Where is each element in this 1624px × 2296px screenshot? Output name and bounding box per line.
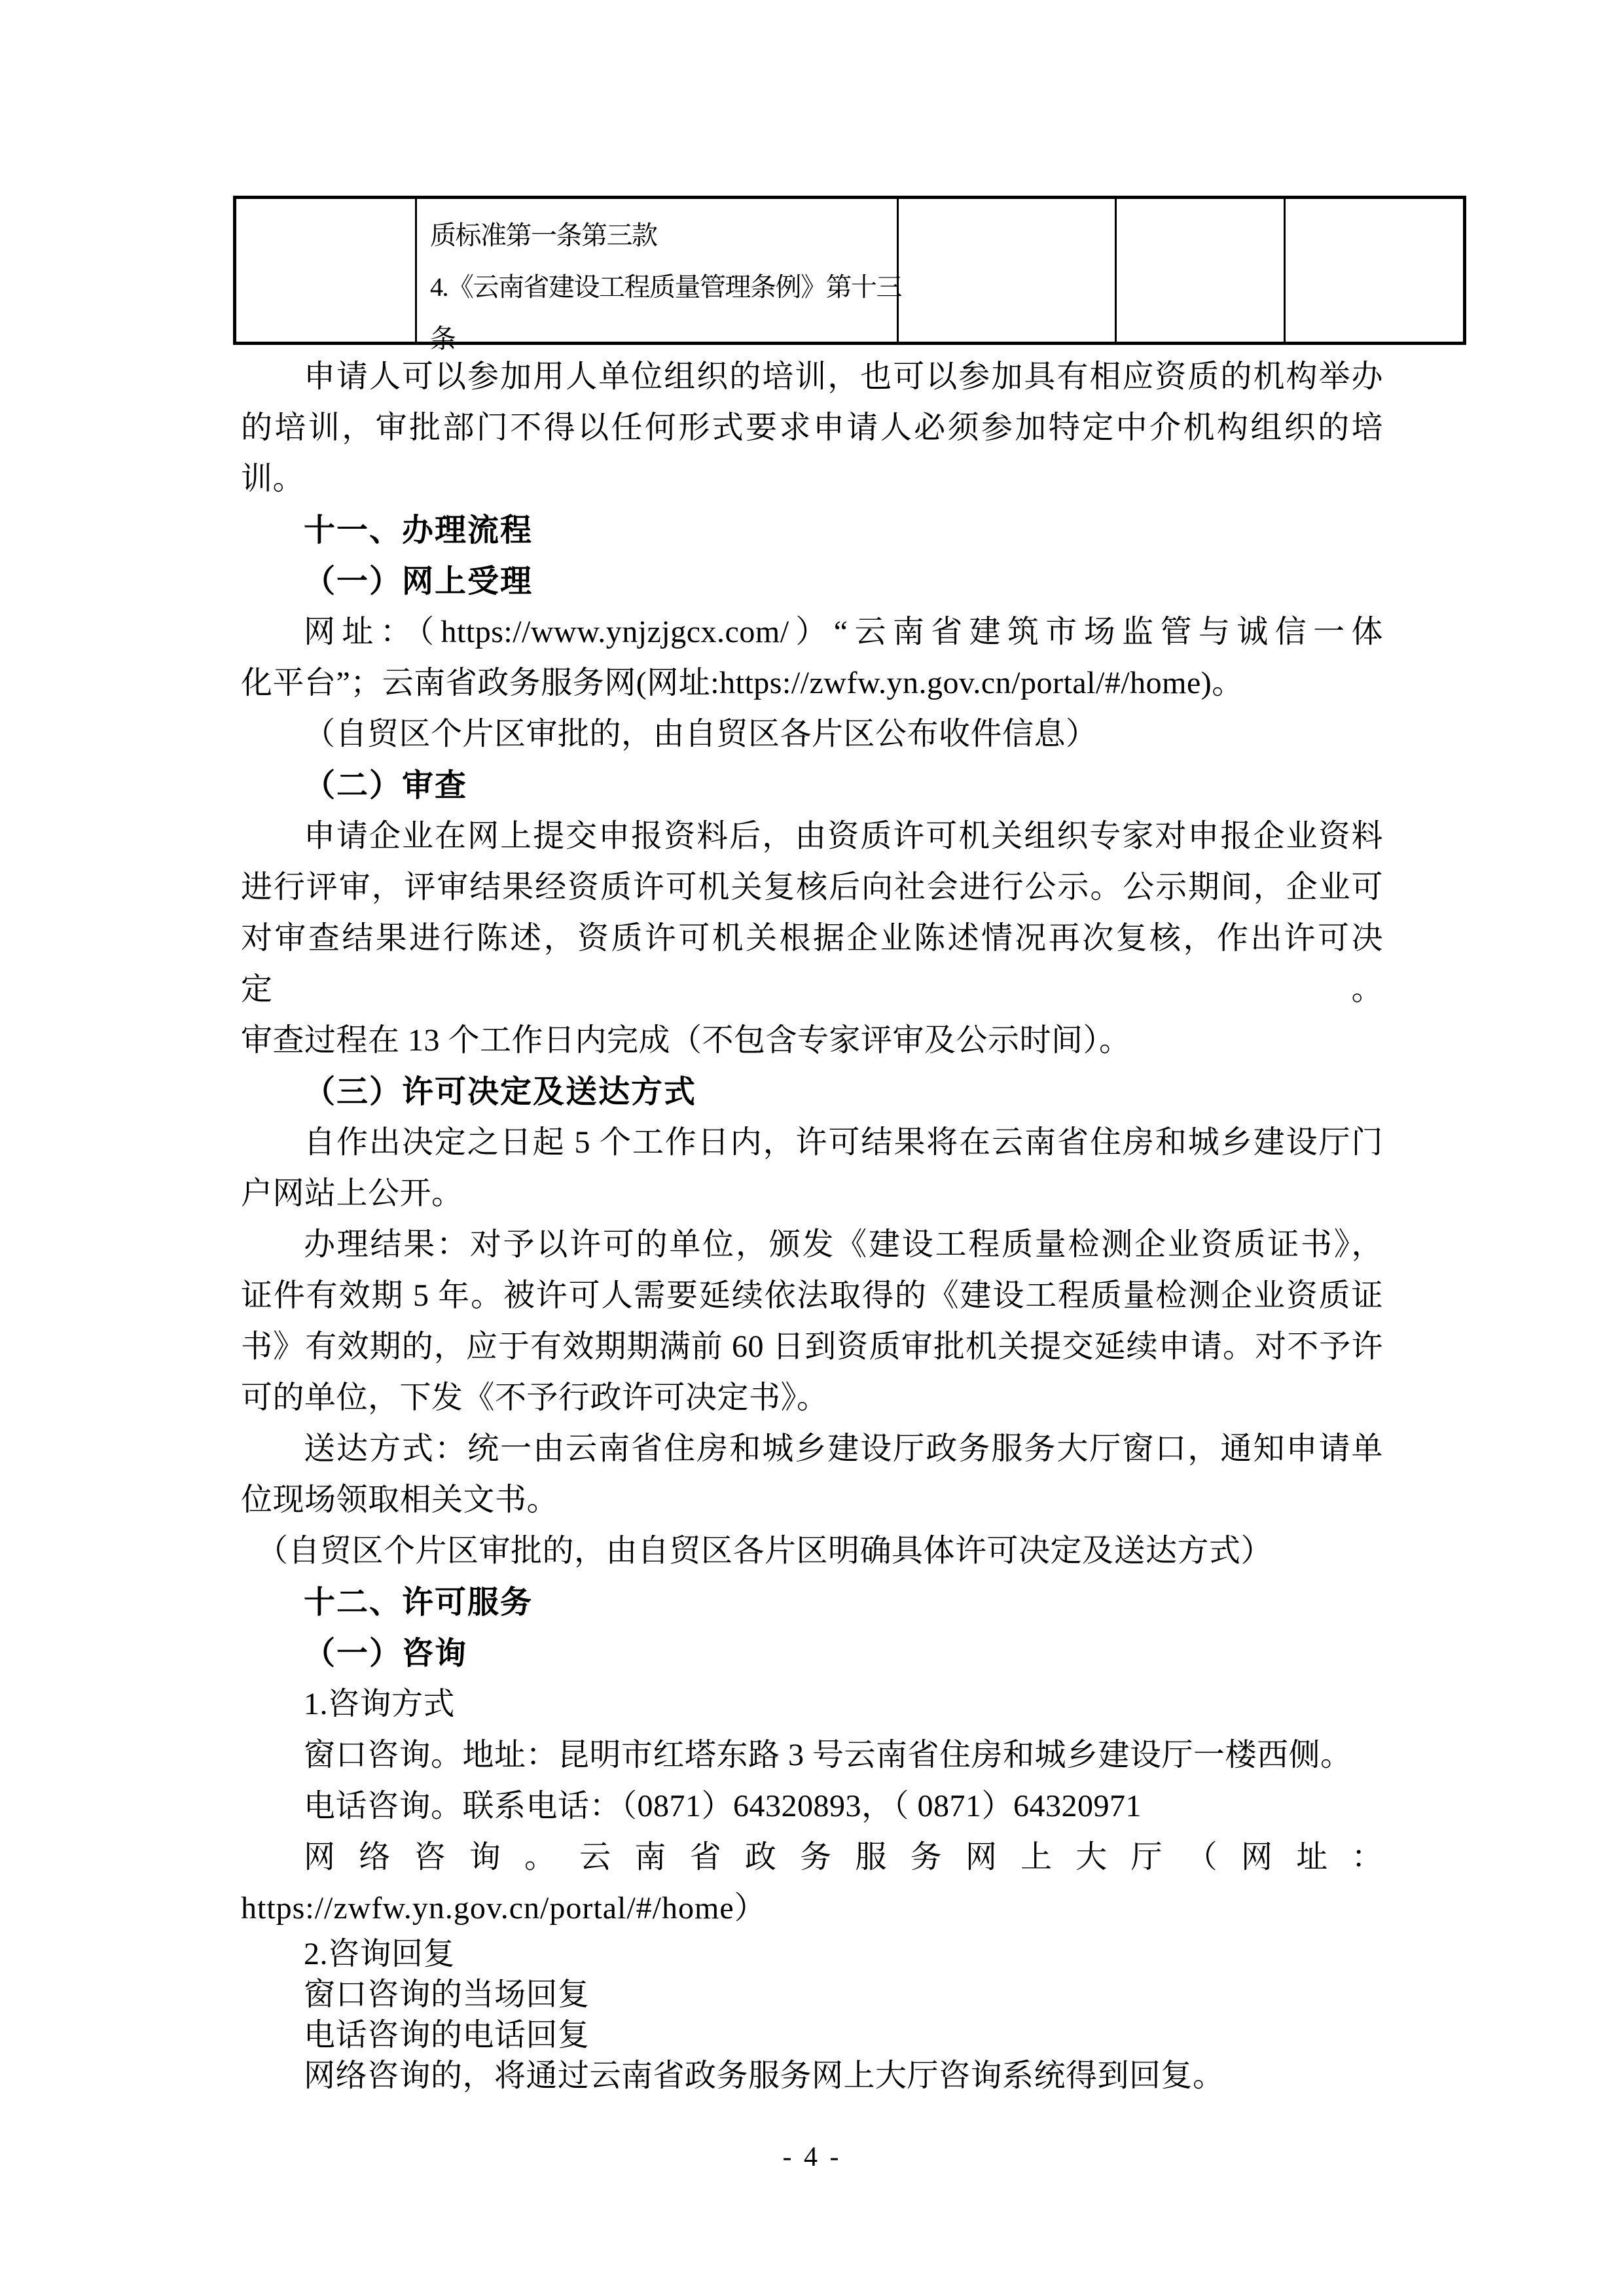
section-heading: （一）网上受理 [304, 563, 533, 600]
text-line: 训。 [241, 461, 305, 496]
text-line: 网络咨询的，将通过云南省政务服务网上大厅咨询系统得到回复。 [304, 2058, 1225, 2093]
table-cell-line: 质标准第一条第三款 [430, 221, 657, 250]
table-cell-empty-4 [1286, 199, 1463, 342]
document-body [241, 351, 1383, 2096]
text-line: 窗口咨询。地址：昆明市红塔东路 3 号云南省住房和城乡建设厅一楼西侧。 [304, 1738, 1352, 1772]
text-line: 1.咨询方式 [304, 1687, 456, 1721]
text-line: 申请企业在网上提交申报资料后，由资质许可机关组织专家对申报企业资料 [304, 819, 1383, 853]
section-heading: （二）审查 [304, 767, 468, 804]
section-heading: （一）咨询 [304, 1635, 468, 1672]
text-line: 审查过程在 13 个工作日内完成（不包含专家评审及公示时间）。 [241, 1023, 1131, 1058]
table-cell-line: 条 [430, 324, 456, 353]
section-heading: （三）许可决定及送达方式 [304, 1073, 697, 1110]
text-line: 户网站上公开。 [241, 1176, 463, 1211]
text-line: 窗口咨询的当场回复 [304, 1977, 590, 2012]
text-line: 办理结果：对予以许可的单位，颁发《建设工程质量检测企业资质证书》， [304, 1227, 1383, 1262]
text-line: 位现场领取相关文书。 [241, 1482, 559, 1517]
section-heading: 十一、办理流程 [304, 512, 533, 548]
text-line: 2.咨询回复 [304, 1937, 456, 1971]
table-cell-empty-2 [899, 199, 1117, 342]
text-line: 书》有效期的，应于有效期期满前 60 日到资质审批机关提交延续申请。对不予许 [241, 1329, 1383, 1364]
text-line: 可的单位，下发《不予行政许可决定书》。 [241, 1380, 829, 1415]
text-line: 电话咨询的电话回复 [304, 2018, 590, 2053]
section-heading: 十二、许可服务 [304, 1584, 533, 1621]
table-cell-line: 4.《云南省建设工程质量管理条例》第十三 [430, 272, 901, 302]
text-line: 送达方式：统一由云南省住房和城乡建设厅政务服务大厅窗口，通知申请单 [304, 1431, 1383, 1466]
text-line: （自贸区个片区审批的，由自贸区各片区明确具体许可决定及送达方式） [257, 1534, 1273, 1568]
text-line: 进行评审，评审结果经资质许可机关复核后向社会进行公示。公示期间，企业可 [241, 870, 1383, 905]
legal-basis-table [233, 196, 1466, 353]
table-cell-empty-3 [1117, 199, 1286, 342]
text-line: 化平台”；云南省政务服务网(网址:https://zwfw.yn.gov.cn/portal/#/home)。 [241, 666, 1244, 700]
text-line: 网络咨询。云南省政务服务网上大厅（网址： [304, 1840, 1383, 1874]
text-line: 申请人可以参加用人单位组织的培训，也可以参加具有相应资质的机构举办 [304, 359, 1383, 394]
text-line: 对审查结果进行陈述，资质许可机关根据企业陈述情况再次复核，作出许可决定。 [241, 921, 1383, 1007]
table-cell-empty-1 [236, 199, 417, 342]
table-cell-legal-text [417, 199, 901, 353]
text-line: 自作出决定之日起 5 个工作日内，许可结果将在云南省住房和城乡建设厅门 [304, 1125, 1383, 1160]
page-number: - 4 - [782, 2142, 842, 2172]
text-line: （自贸区个片区审批的，由自贸区各片区公布收件信息） [304, 717, 1098, 751]
text-line: https://zwfw.yn.gov.cn/portal/#/home） [241, 1891, 767, 1926]
text-line: 证件有效期 5 年。被许可人需要延续依法取得的《建设工程质量检测企业资质证 [241, 1278, 1383, 1313]
text-line: 网址：（https://www.ynjzjgcx.com/）“云南省建筑市场监管与诚信一体 [304, 615, 1383, 649]
text-line: 电话咨询。联系电话：（0871）64320893，（ 0871）64320971 [304, 1789, 1142, 1823]
text-line: 的培训，审批部门不得以任何形式要求申请人必须参加特定中介机构组织的培 [241, 410, 1383, 445]
